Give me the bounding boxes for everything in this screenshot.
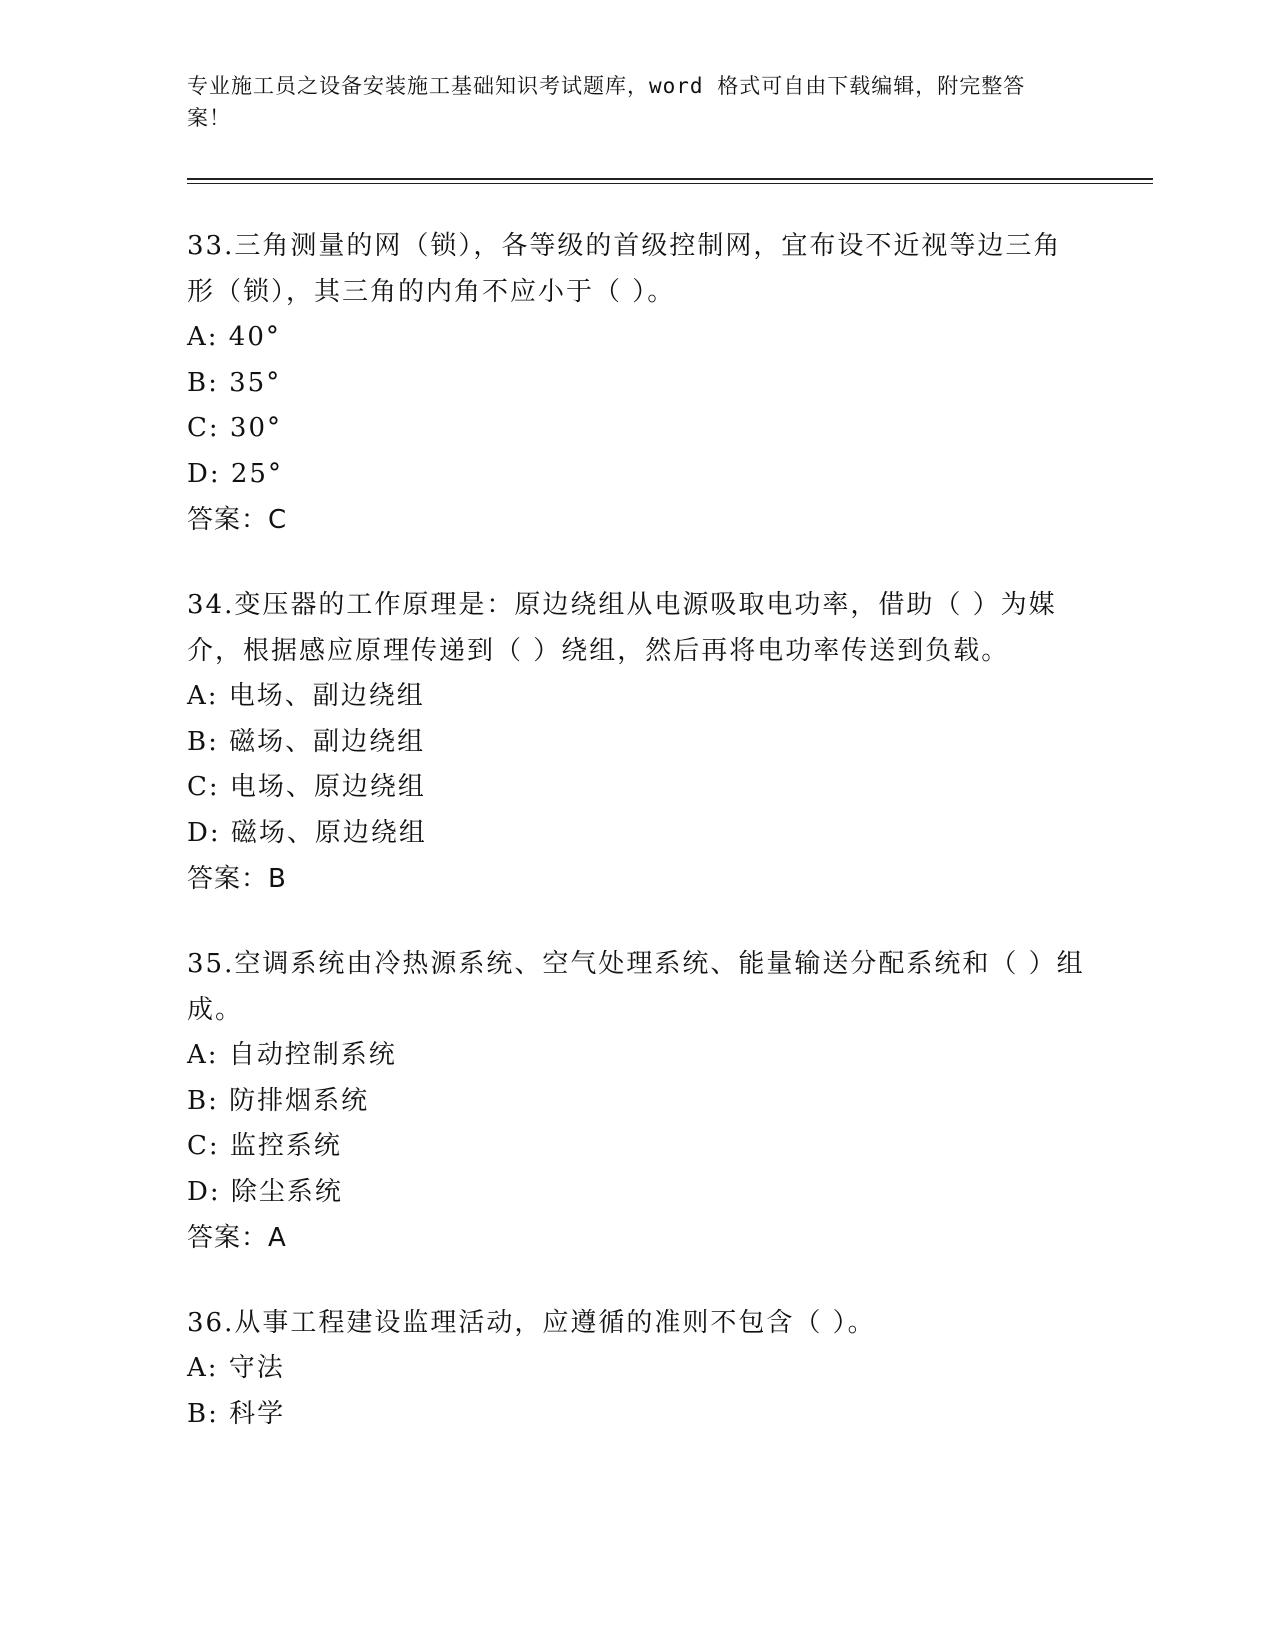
option-d: D: 除尘系统	[187, 1176, 343, 1207]
option-a: A: 40°	[187, 322, 281, 352]
header-intro-text: 专业施工员之设备安装施工基础知识考试题库，word 格式可自由下载编辑，附完整答案！	[187, 74, 1026, 130]
option-d: D: 25°	[187, 458, 283, 489]
option-c: C: 监控系统	[187, 1131, 342, 1161]
option-b: B: 35°	[187, 367, 282, 398]
question-stem: 35.空调系统由冷热源系统、空气处理系统、能量输送分配系统和（ ）组成。	[187, 949, 1085, 1025]
question-34	[187, 582, 1087, 902]
option-d: D: 磁场、原边绕组	[187, 817, 427, 848]
option-a: A: 电场、副边绕组	[187, 681, 425, 711]
answer: 答案：B	[187, 864, 287, 894]
header-divider	[187, 178, 1153, 180]
option-c: C: 30°	[187, 413, 283, 443]
question-33	[187, 223, 1087, 543]
option-b: B: 磁场、副边绕组	[187, 726, 426, 757]
header-divider-thin	[187, 183, 1153, 184]
answer: 答案：C	[187, 505, 288, 535]
document-header	[187, 70, 1067, 134]
question-stem: 36.从事工程建设监理活动，应遵循的准则不包含（ ）。	[187, 1308, 876, 1338]
option-a: A: 守法	[187, 1353, 285, 1383]
question-36	[187, 1300, 1087, 1437]
question-35	[187, 941, 1087, 1261]
question-stem: 34.变压器的工作原理是：原边绕组从电源吸取电功率，借助（ ）为媒介，根据感应原理传递到（ ）绕组，然后再将电功率传送到负载。	[187, 590, 1057, 666]
option-b: B: 科学	[187, 1398, 286, 1429]
answer: 答案：A	[187, 1223, 287, 1253]
option-a: A: 自动控制系统	[187, 1040, 397, 1070]
option-c: C: 电场、原边绕组	[187, 772, 426, 802]
option-b: B: 防排烟系统	[187, 1085, 370, 1116]
question-stem: 33.三角测量的网（锁），各等级的首级控制网，宜布设不近视等边三角形（锁），其三角的内角不应小于（ ）。	[187, 231, 1062, 307]
